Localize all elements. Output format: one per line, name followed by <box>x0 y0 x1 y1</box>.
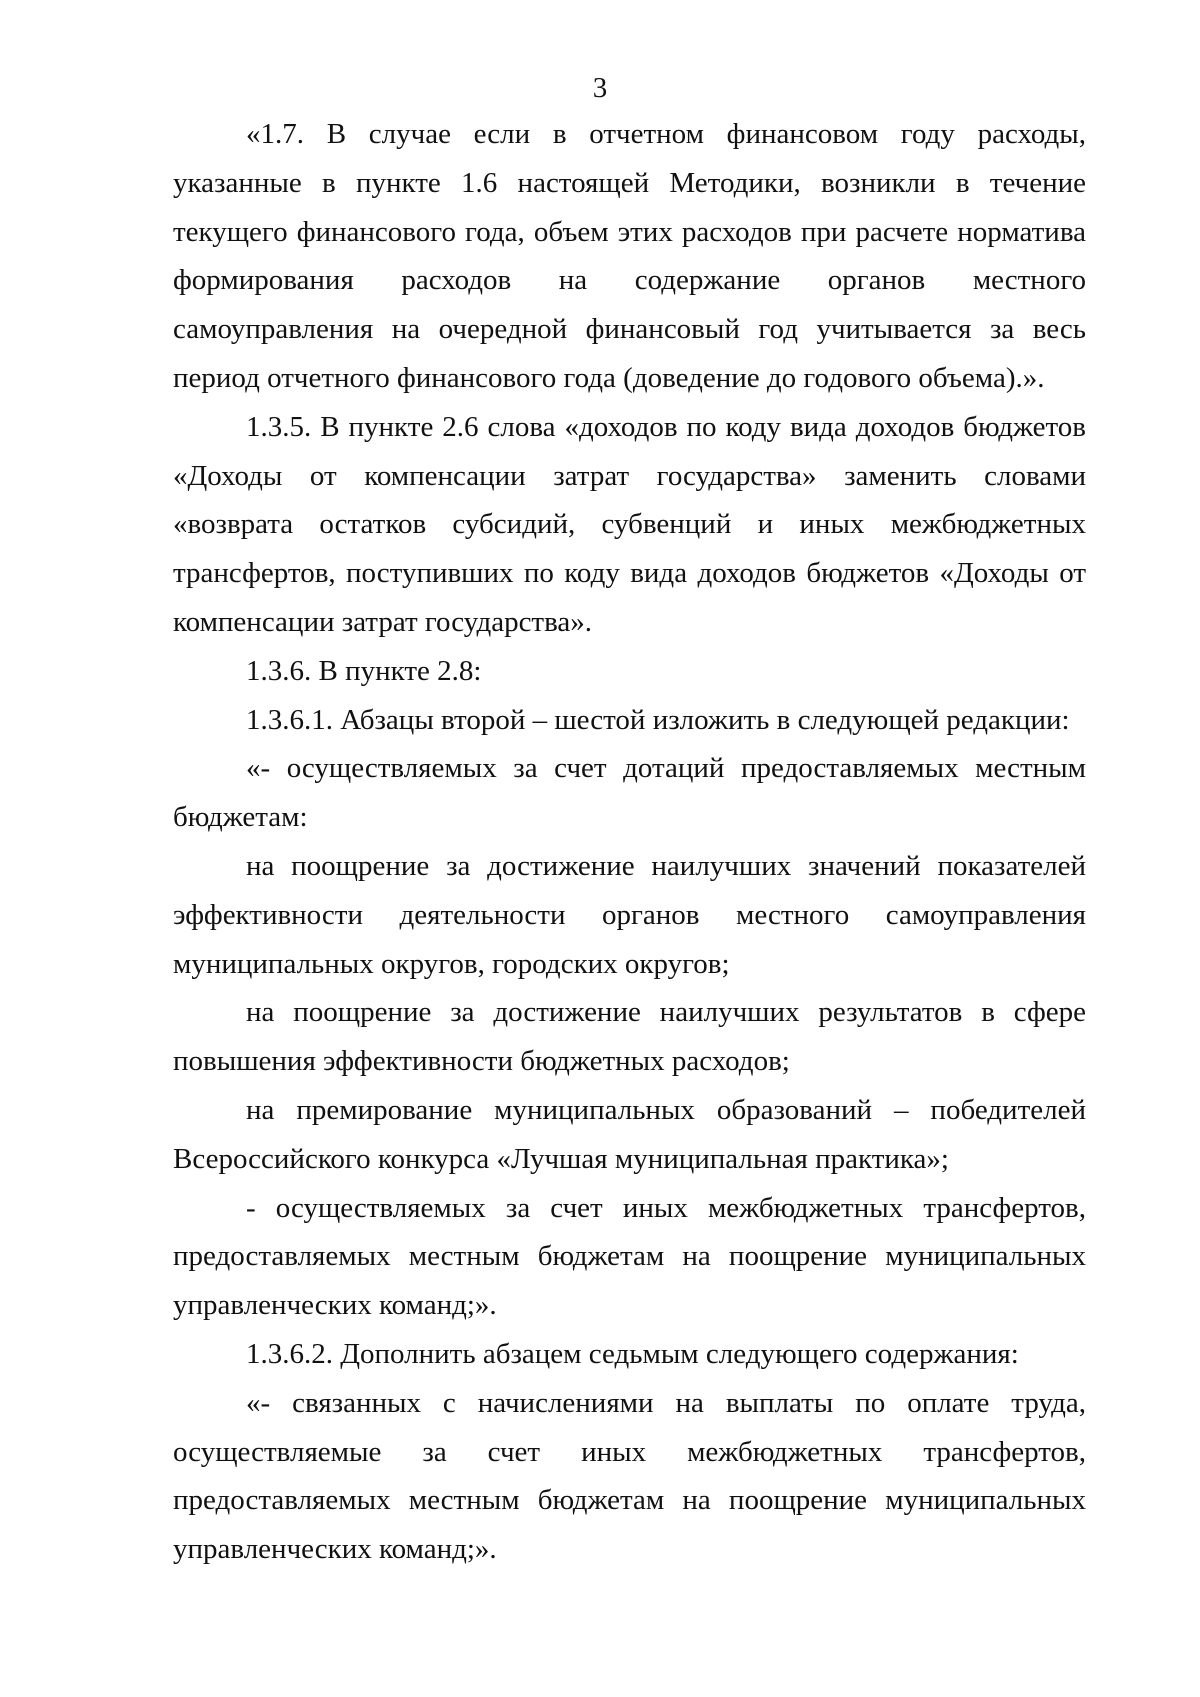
paragraph-subsidies-intro: «- осуществляемых за счет дотаций предоставляемых местным бюджетам: <box>173 752 1086 834</box>
paragraph-1-7: «1.7. В случае если в отчетном финансовом году расходы, указанные в пункте 1.6 настоящей Методики, возникли в течение текущего финансового года, объем этих расходов при расчете норматива формирования расходов на содержание органов местного самоуправления на очередной финансовый год учитывается за весь период отчетного финансового года (доведение до годового объема).». <box>173 118 1086 394</box>
document-body <box>173 110 1086 1574</box>
paragraph-1-3-5: 1.3.5. В пункте 2.6 слова «доходов по коду вида доходов бюджетов «Доходы от компенсации затрат государства» заменить словами «возврата остатков субсидий, субвенций и иных межбюджетных трансфертов, поступивших по коду вида доходов бюджетов «Доходы от компенсации затрат государства». <box>173 410 1086 638</box>
paragraph-1-3-6-2: 1.3.6.2. Дополнить абзацем седьмым следующего содержания: <box>246 1337 1019 1370</box>
paragraph-budget-efficiency: на поощрение за достижение наилучших результатов в сфере повышения эффективности бюджетных расходов; <box>173 996 1086 1078</box>
paragraph-efficiency-indicators: на поощрение за достижение наилучших значений показателей эффективности деятельности органов местного самоуправления муниципальных округов, городских округов; <box>173 849 1086 980</box>
paragraph-1-3-6: 1.3.6. В пункте 2.8: <box>246 654 482 687</box>
page-number: 3 <box>592 72 608 104</box>
paragraph-payroll-charges: «- связанных с начислениями на выплаты по оплате труда, осуществляемые за счет иных межбюджетных трансфертов, предоставляемых местным бюджетам на поощрение муниципальных управленческих команд;». <box>173 1386 1086 1566</box>
paragraph-1-3-6-1: 1.3.6.1. Абзацы второй – шестой изложить в следующей редакции: <box>246 703 1070 736</box>
paragraph-management-teams: - осуществляемых за счет иных межбюджетных трансфертов, предоставляемых местным бюджетам на поощрение муниципальных управленческих команд;». <box>173 1191 1086 1322</box>
paragraph-best-practice: на премирование муниципальных образований – победителей Всероссийского конкурса «Лучшая муниципальная практика»; <box>173 1093 1086 1175</box>
